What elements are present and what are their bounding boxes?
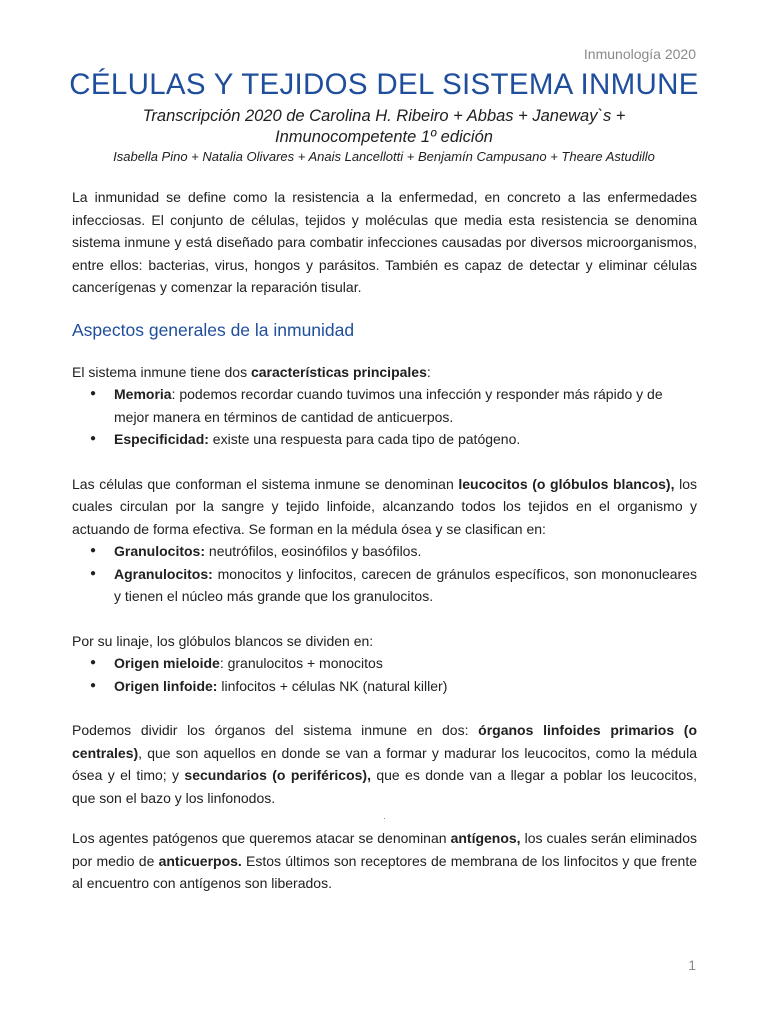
list-item: ● Origen mieloide: granulocitos + monocitos <box>72 652 697 675</box>
leukocytes-paragraph: Las células que conforman el sistema inmune se denominan leucocitos (o glóbulos blancos), los cuales circulan por la sangre y tejido linfoide, alcanzando todos los tejidos en el organismo y actuando de forma efectiva. Se forman en la médula ósea y se clasifican en: <box>72 475 697 537</box>
list-item: ● Granulocitos: neutrófilos, eosinófilos y basófilos. <box>72 540 697 563</box>
antigens-paragraph: Los agentes patógenos que queremos atacar se denominan antígenos, los cuales serán eliminados por medio de anticuerpos. Estos últimos son receptores de membrana de los linfocitos y que frente al encuentro con antígenos son liberados. <box>72 830 698 891</box>
separator-dot: · <box>383 813 386 823</box>
organs-paragraph: Podemos dividir los órganos del sistema inmune en dos: órganos linfoides primarios (o centrales), que son aquellos en donde se van a formar y madurar los leucocitos, como la médula ósea y el timo; y secundarios (o periféricos), que es donde van a llegar a poblar los leucocitos, que son el bazo y los linfonodos. <box>72 722 698 806</box>
lineage-list <box>72 652 697 697</box>
document-body <box>72 186 697 895</box>
list-item: ● Origen linfoide: linfocitos + células NK (natural killer) <box>72 675 697 698</box>
lineage-lead: Por su linaje, los glóbulos blancos se dividen en: <box>72 632 374 649</box>
classes-list <box>72 540 697 608</box>
page-number: 1 <box>688 957 696 973</box>
intro-paragraph: La inmunidad se define como la resistencia a la enfermedad, en concreto a las enfermedades infecciosas. El conjunto de células, tejidos y moléculas que media esta resistencia se denomina sistema inmune y está diseñado para combatir infecciones causadas por diversos microorganismos, entre ellos: bacterias, virus, hongos y parásitos. También es capaz de detectar y eliminar células cancerígenas y comenzar la reparación tisular. <box>72 189 697 295</box>
features-list <box>72 383 697 451</box>
document-authors: Isabella Pino + Natalia Olivares + Anais Lancellotti + Benjamín Campusano + Theare Astudillo <box>113 149 655 164</box>
document-title: CÉLULAS Y TEJIDOS DEL SISTEMA INMUNE <box>69 68 699 101</box>
course-header: Inmunología 2020 <box>583 46 696 62</box>
document-subtitle: Transcripción 2020 de Carolina H. Ribeiro + Abbas + Janeway`s + Inmunocompetente 1º edición <box>142 107 626 146</box>
list-item: ● Especificidad: existe una respuesta para cada tipo de patógeno. <box>72 428 697 451</box>
list-item: ● Agranulocitos: monocitos y linfocitos, carecen de gránulos específicos, son mononucleares y tienen el núcleo más grande que los granulocitos. <box>72 563 697 608</box>
features-lead: El sistema inmune tiene dos características principales: <box>72 363 431 380</box>
section-heading: Aspectos generales de la inmunidad <box>72 319 355 340</box>
list-item: ● Memoria: podemos recordar cuando tuvimos una infección y responder más rápido y de mejor manera en términos de cantidad de anticuerpos. <box>72 383 697 428</box>
